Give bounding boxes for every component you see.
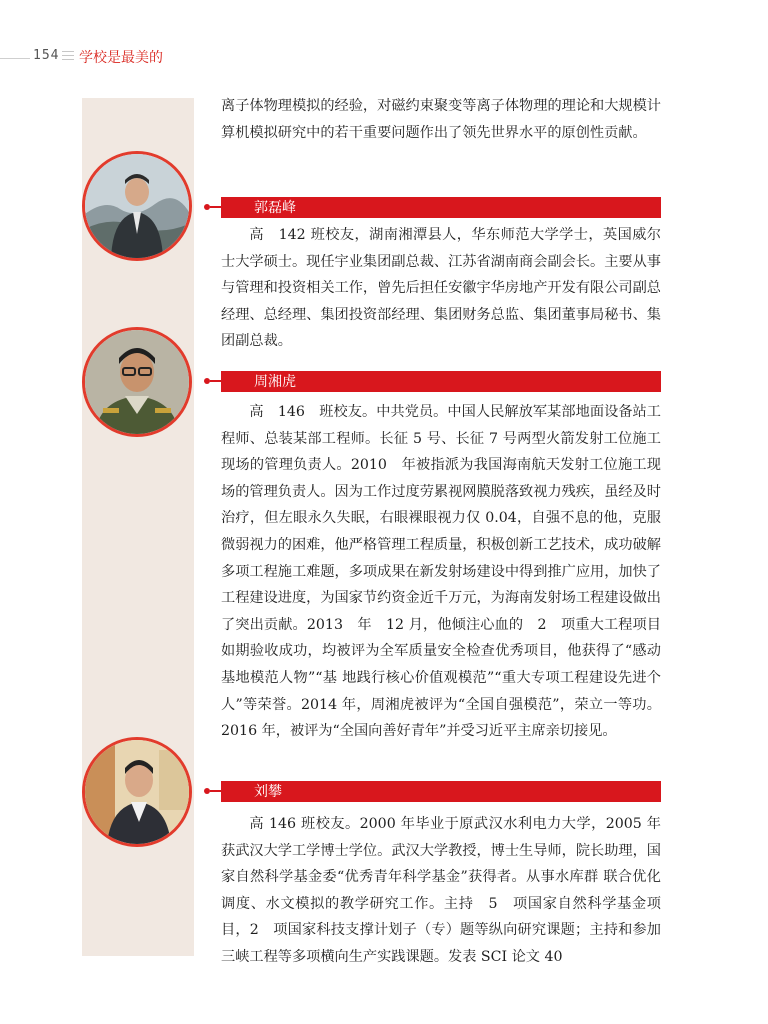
bio-paragraph-1: 高 142 班校友，湖南湘潭县人，华东师范大学学士，英国威尔士大学硕士。现任宇业集团副总裁、江苏省湖南商会副会长。主要从事与管理和投资相关工作，曾先后担任安徽宇华房地产开发有限公司副总经理、总经理、集团投资部经理、集团财务总监、集团董事局秘书、集团副总裁。 [221, 227, 661, 350]
portrait-photo-3 [82, 737, 192, 847]
intro-paragraph: 离子体物理模拟的经验，对磁约束聚变等离子体物理的理论和大规模计算机模拟研究中的若干重要问题作出了领先世界水平的原创性贡献。 [221, 98, 661, 141]
bio-paragraph-2: 高 146 班校友。中共党员。中国人民解放军某部地面设备站工程师、总装某部工程师。长征 5 号、长征 7 号两型火箭发射工位施工现场的管理负责人。2010 年被指派为我国海南航天发射工位施工现场的管理负责人。因为工作过度劳累视网膜脱落致视力残疾，虽经及时治疗，但左眼永久失眠，右眼裸眼视力仅 0.04，自强不息的他，克服微弱视力的困难，他严格管理工程质量，积极创新工艺技术，成功破解多项工程施工难题，多项成果在新发射场建设中得到推广应用，加快了工程建设进度，为国家节约资金近千万元，为海南发射场工程建设做出了突出贡献。2013 年 12 月，他倾注心血的 2 项重大工程项目如期验收成功，均被评为全军质量安全检查优秀项目，他获得了“感动基地模范人物”“基 地践行核心价值观模范”“重大专项工程建设先进个人”等荣誉。2014 年，周湘虎被评为“全国自强模范”，荣立一等功。2016 年，被评为“全国向善好青年”并受习近平主席亲切接见。 [221, 404, 661, 740]
portrait-photo-military-uniform-icon [85, 330, 189, 434]
header-rule-left [0, 58, 30, 59]
name-bar-2: 周湘虎 [221, 371, 661, 392]
portrait-photo-1 [82, 151, 192, 261]
page-number: 154 [33, 48, 60, 63]
name-bar-1: 郭磊峰 [221, 197, 661, 218]
page-header [0, 38, 768, 78]
portrait-photo-mountain-background-icon [85, 154, 189, 258]
portrait-photo-2 [82, 327, 192, 437]
book-title: 学校是最美的 [79, 50, 163, 66]
sidebar-divider [194, 98, 198, 956]
name-bar-3: 刘攀 [221, 781, 661, 802]
header-ornament [62, 51, 74, 63]
bio-paragraph-3: 高 146 班校友。2000 年毕业于原武汉水利电力大学，2005 年获武汉大学工学博士学位。武汉大学教授，博士生导师，院长助理，国家自然科学基金委“优秀青年科学基金”获得者。从事水库群 联合优化调度、水文模拟的教学研究工作。主持 5 项国家自然科学基金项目，2 项国家科技支撑计划子（专）题等纵向研究课题；主持和参加三峡工程等多项横向生产实践课题。发表 SCI 论文 40 [221, 816, 661, 965]
portrait-photo-office-background-icon [85, 740, 189, 844]
